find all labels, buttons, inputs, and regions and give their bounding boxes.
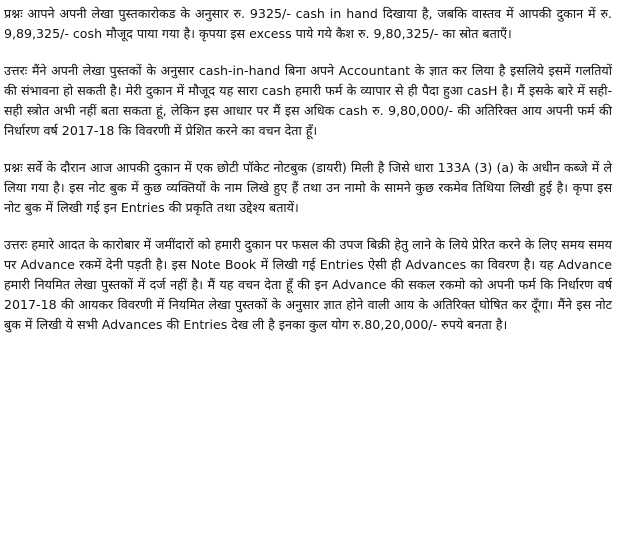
question-2: प्रश्नः सर्वे के दौरान आज आपकी दुकान में एक छोटी पॉकेट नोटबुक (डायरी) मिली है जिसे धारा 133A (3) (a) के अधीन कब्जे में ले लिया गया है। इस नोट बुक में कुछ व्यक्तियों के नाम लिखे हुए हैं तथा उन नामो के सामने कुछ रकमेव तिथिया लिखी हुई है। कृपा इस नोट बुक में लिखी गई इन Entries की प्रकृति तथा उद्देश्य बतायें। <box>4 160 612 215</box>
question-1: प्रश्नः आपने अपनी लेखा पुस्तकारोकड के अनुसार रु. 9325/- cash in hand दिखाया है, जबकि वास्तव में आपकी दुकान में रु. 9,89,325/- cosh मौजूद पाया गया है। कृपया इस excess पाये गये कैश रु. 9,80,325/- का स्रोत बताएँ। <box>4 6 612 41</box>
answer-1: उत्तरः मैंने अपनी लेखा पुस्तकों के अनुसार cash-in-hand बिना अपने Accountant के ज्ञात कर लिया है इसलिये इसमें गलतियों की संभावना हो सकती है। मेरी दुकान में मौजूद यह सारा cash हमारी फर्म के व्यापार से ही पैदा हुआ casH है। मैं इसके बारे में सही-सही स्त्रोत अभी नहीं बता सकता हूं, लेकिन इस आधार पर मैं इस अधिक cash रु. 9,80,000/- की अतिरिक्त आय अपनी फर्म की निर्धारण वर्ष 2017-18 कि विवरणी में प्रेशित करने का वचन देता हूँ। <box>4 63 612 138</box>
answer-2: उत्तरः हमारे आदत के कारोबार में जमींदारों को हमारी दुकान पर फसल की उपज बिक्री हेतु लाने के लिये प्रेरित करने के लिए समय समय पर Advance रकमें देनी पड़ती है। इस Note Book में लिखी गई Entries ऐसी ही Advances का विवरण है। यह Advance हमारी नियमित लेखा पुस्तकों में दर्ज नहीं है। मैं यह वचन देता हूँ की इन Advance की सकल रकमो को अपनी फर्म कि निर्धारण वर्ष 2017-18 की आयकर विवरणी में नियमित लेखा पुस्तकों के अनुसार ज्ञात होने वाली आय के अतिरिक्त घोषित कर दूँगा। मैंने इस नोट बुक में लिखी ये सभी Advances की Entries देख ली है इनका कुल योग रु.80,20,000/- रुपये बनता है। <box>4 237 612 332</box>
document-body <box>4 4 612 335</box>
